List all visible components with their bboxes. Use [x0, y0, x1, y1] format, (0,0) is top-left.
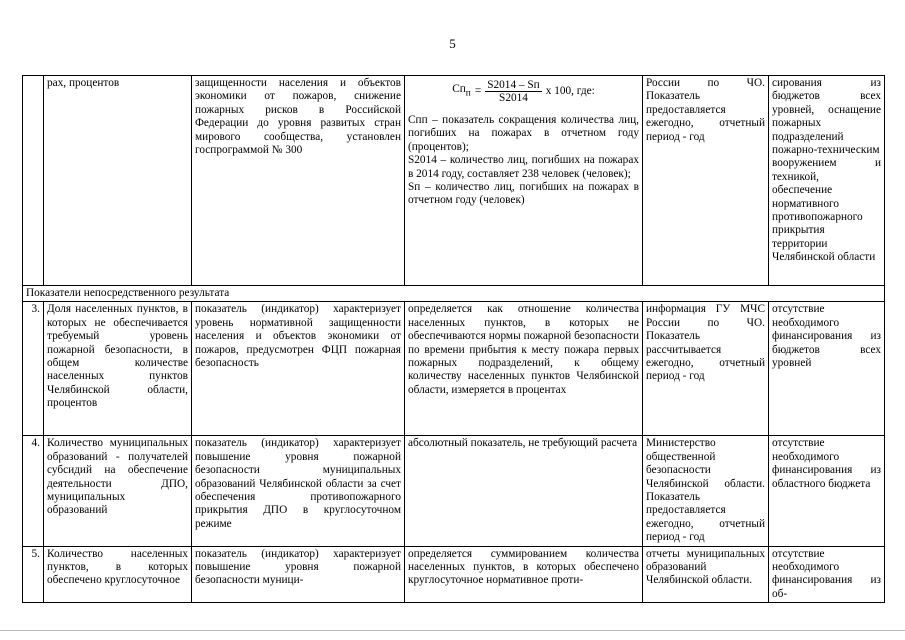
data-source-cell: отчеты муниципальных образований Челябинской области.	[643, 546, 769, 603]
row-number-cell: 4.	[23, 436, 44, 546]
risk-factors-cell: отсутствие необходимого финансирования из об-	[769, 546, 885, 603]
calculation-method-cell: определяется как отношение количества населенных пунктов, в которых не обеспечиваются нормы пожарной безопасности по времени прибытия к месту пожара первых пожарных подразделений, к общему количеству населенных пунктов Челябинской области, измеряется в процентах	[405, 302, 643, 436]
table-row	[23, 302, 885, 436]
table-row	[23, 76, 885, 286]
row-number-cell	[23, 76, 44, 286]
data-source-cell: Министерство общественной безопасности Челябинской области. Показатель предоставляется ежегодно, отчетный период - год	[643, 436, 769, 546]
table-row	[23, 436, 885, 546]
page-number: 5	[449, 36, 456, 51]
indicator-description-cell: показатель (индикатор) характеризует повышение уровня пожарной безопасности муниципальных образований Челябинской области за счет обеспечения противопожарного прикрытия ДПО в круглосуточном режиме	[192, 436, 405, 546]
formula	[408, 79, 639, 104]
scan-edge-line	[0, 630, 905, 631]
data-source-cell: информация ГУ МЧС России по ЧО. Показатель рассчитывается ежегодно, отчетный период - год	[643, 302, 769, 436]
formula-rhs: х 100, где:	[545, 84, 595, 97]
indicator-name-cell: Доля населенных пунктов, в которых не обеспечивается требуемый уровень пожарной безопасности, в общем количестве населенных пунктов Челябинской области, процентов	[44, 302, 192, 436]
formula-definition: Sп – количество лиц, погибших на пожарах в отчетном году (человек)	[408, 181, 639, 207]
formula-definition: S2014 – количество лиц, погибших на пожарах в 2014 году, составляет 238 человек (человек);	[408, 154, 639, 180]
indicator-description-cell: показатель (индикатор) характеризует уровень нормативной защищенности населения и объектов экономики от пожаров, предусмотрен ФЦП пожарная безопасность	[192, 302, 405, 436]
indicator-name-cell: Количество населенных пунктов, в которых обеспечено круглосуточное	[44, 546, 192, 603]
calculation-method-cell	[405, 76, 643, 286]
section-header-row	[23, 286, 885, 302]
formula-lhs: $Сп_п$	[452, 82, 471, 98]
indicator-name-cell: рах, процентов	[44, 76, 192, 286]
formula-equals: =	[474, 84, 482, 97]
row-number-cell: 3.	[23, 302, 44, 436]
calculation-method-cell: определяется суммированием количества населенных пунктов, в которых обеспечено круглосуточное нормативное проти-	[405, 546, 643, 603]
formula-definition: Спп – показатель сокращения количества лиц, погибших на пожарах в отчетном году (процентов);	[408, 114, 639, 153]
formula-denominator: S2014	[499, 92, 528, 104]
row-number-cell: 5.	[23, 546, 44, 603]
calculation-method-cell: абсолютный показатель, не требующий расчета	[405, 436, 643, 546]
indicators-table	[22, 75, 885, 603]
indicator-description-cell: показатель (индикатор) характеризует повышение уровня пожарной безопасности муници-	[192, 546, 405, 603]
indicator-description-cell: защищенности населения и объектов экономики от пожаров, снижение пожарных рисков в Российской Федерации до уровня развитых стран мирового сообщества, установлен госпрограммой № 300	[192, 76, 405, 286]
formula-fraction	[485, 79, 542, 104]
risk-factors-cell: отсутствие необходимого финансирования из областного бюджета	[769, 436, 885, 546]
indicator-name-cell: Количество муниципальных образований - получателей субсидий на обеспечение деятельности ДПО, муниципальных образований	[44, 436, 192, 546]
section-header: Показатели непосредственного результата	[23, 286, 885, 302]
risk-factors-cell: отсутствие необходимого финансирования из бюджетов всех уровней	[769, 302, 885, 436]
table-row	[23, 546, 885, 603]
risk-factors-cell: сирования из бюджетов всех уровней, оснащение пожарных подразделений пожарно-техническим вооружением и техникой, обеспечение нормативного противопожарного прикрытия территории Челябинской области	[769, 76, 885, 286]
formula-numerator: S2014 – Sп	[487, 79, 540, 91]
data-source-cell: России по ЧО. Показатель предоставляется ежегодно, отчетный период - год	[643, 76, 769, 286]
